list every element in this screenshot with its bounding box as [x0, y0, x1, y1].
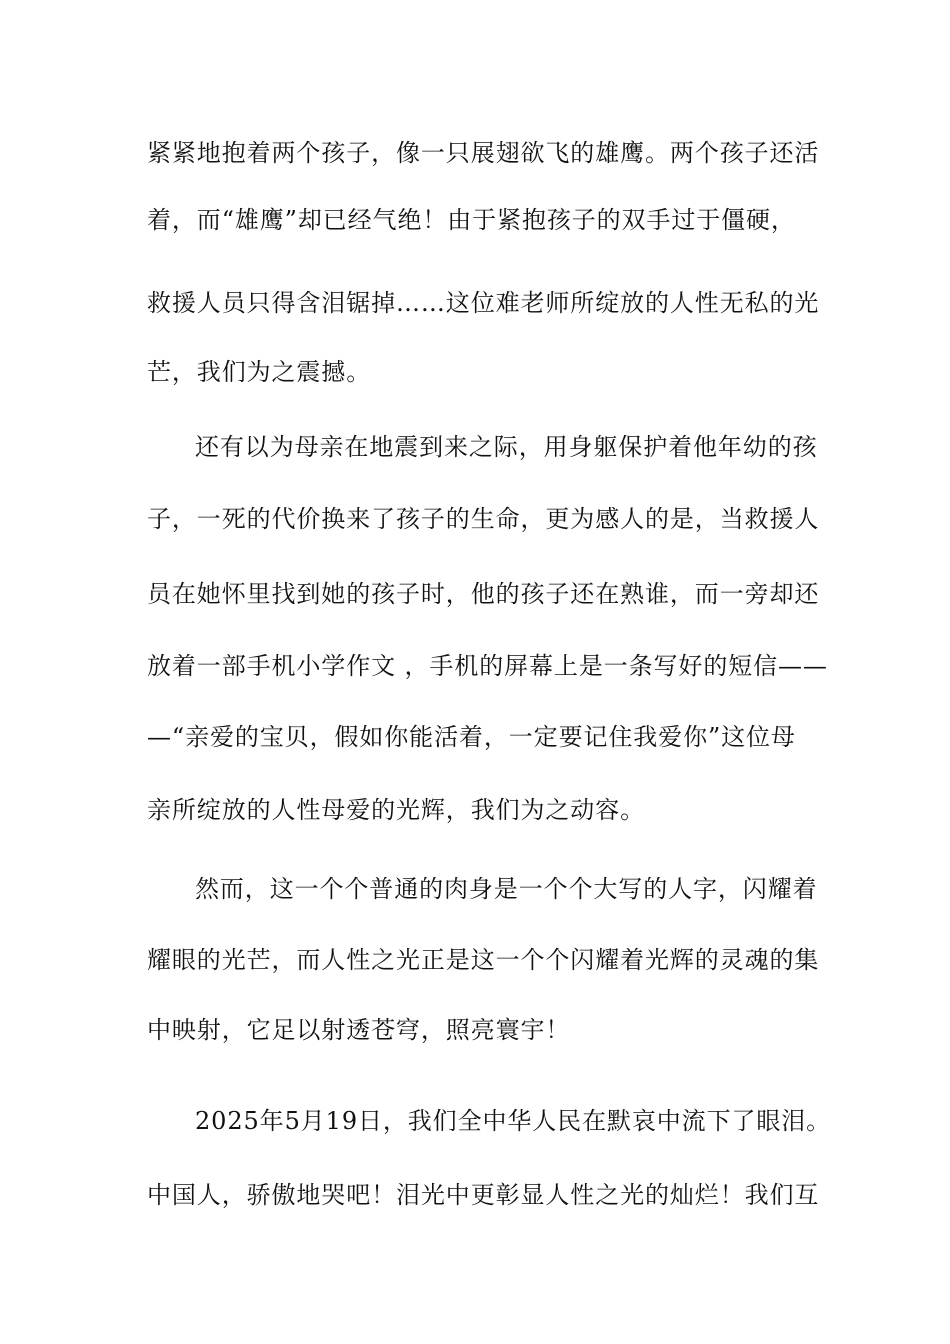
text-line — [0, 646, 950, 686]
line-text: 紧紧地抱着两个孩子，像一只展翅欲飞的雄鹰。两个孩子还活 — [147, 139, 820, 167]
text-line — [0, 283, 950, 323]
paragraph-start-line — [0, 427, 950, 467]
text-line — [0, 499, 950, 539]
paragraph-start-line — [0, 869, 950, 909]
text-line — [0, 1010, 950, 1050]
line-text: 中映射，它足以射透苍穹，照亮寰宇！ — [147, 1016, 571, 1044]
paragraph-start-line — [0, 1101, 950, 1141]
text-line — [0, 133, 950, 173]
line-text: 员在她怀里找到她的孩子时，他的孩子还在熟谁，而一旁却还 — [147, 580, 820, 608]
line-text: 中国人，骄傲地哭吧！泪光中更彰显人性之光的灿烂！我们互 — [147, 1181, 820, 1209]
line-text: —“亲爱的宝贝，假如你能活着，一定要记住我爱你”这位母 — [147, 723, 796, 751]
text-line — [0, 790, 950, 830]
text-line — [0, 352, 950, 392]
line-text: 亲所绽放的人性母爱的光辉，我们为之动容。 — [147, 796, 645, 824]
text-line — [0, 717, 950, 757]
text-line — [0, 574, 950, 614]
line-text: 2025年5月19日，我们全中华人民在默哀中流下了眼泪。 — [195, 1107, 832, 1135]
text-line — [0, 1175, 950, 1215]
text-line — [0, 200, 950, 240]
line-text: 还有以为母亲在地震到来之际，用身躯保护着他年幼的孩 — [195, 433, 818, 461]
line-text: 耀眼的光芒，而人性之光正是这一个个闪耀着光辉的灵魂的集 — [147, 946, 820, 974]
line-text: 着，而“雄鹰”却已经气绝！由于紧抱孩子的双手过于僵硬， — [147, 206, 796, 234]
line-text: 芒，我们为之震撼。 — [147, 358, 372, 386]
line-text: 子，一死的代价换来了孩子的生命，更为感人的是，当救援人 — [147, 505, 820, 533]
line-text: 放着一部手机小学作文 ，手机的屏幕上是一条写好的短信—— — [147, 652, 828, 680]
text-line — [0, 940, 950, 980]
line-text: 救援人员只得含泪锯掉……这位难老师所绽放的人性无私的光 — [147, 289, 820, 317]
line-text: 然而，这一个个普通的肉身是一个个大写的人字，闪耀着 — [195, 875, 818, 903]
